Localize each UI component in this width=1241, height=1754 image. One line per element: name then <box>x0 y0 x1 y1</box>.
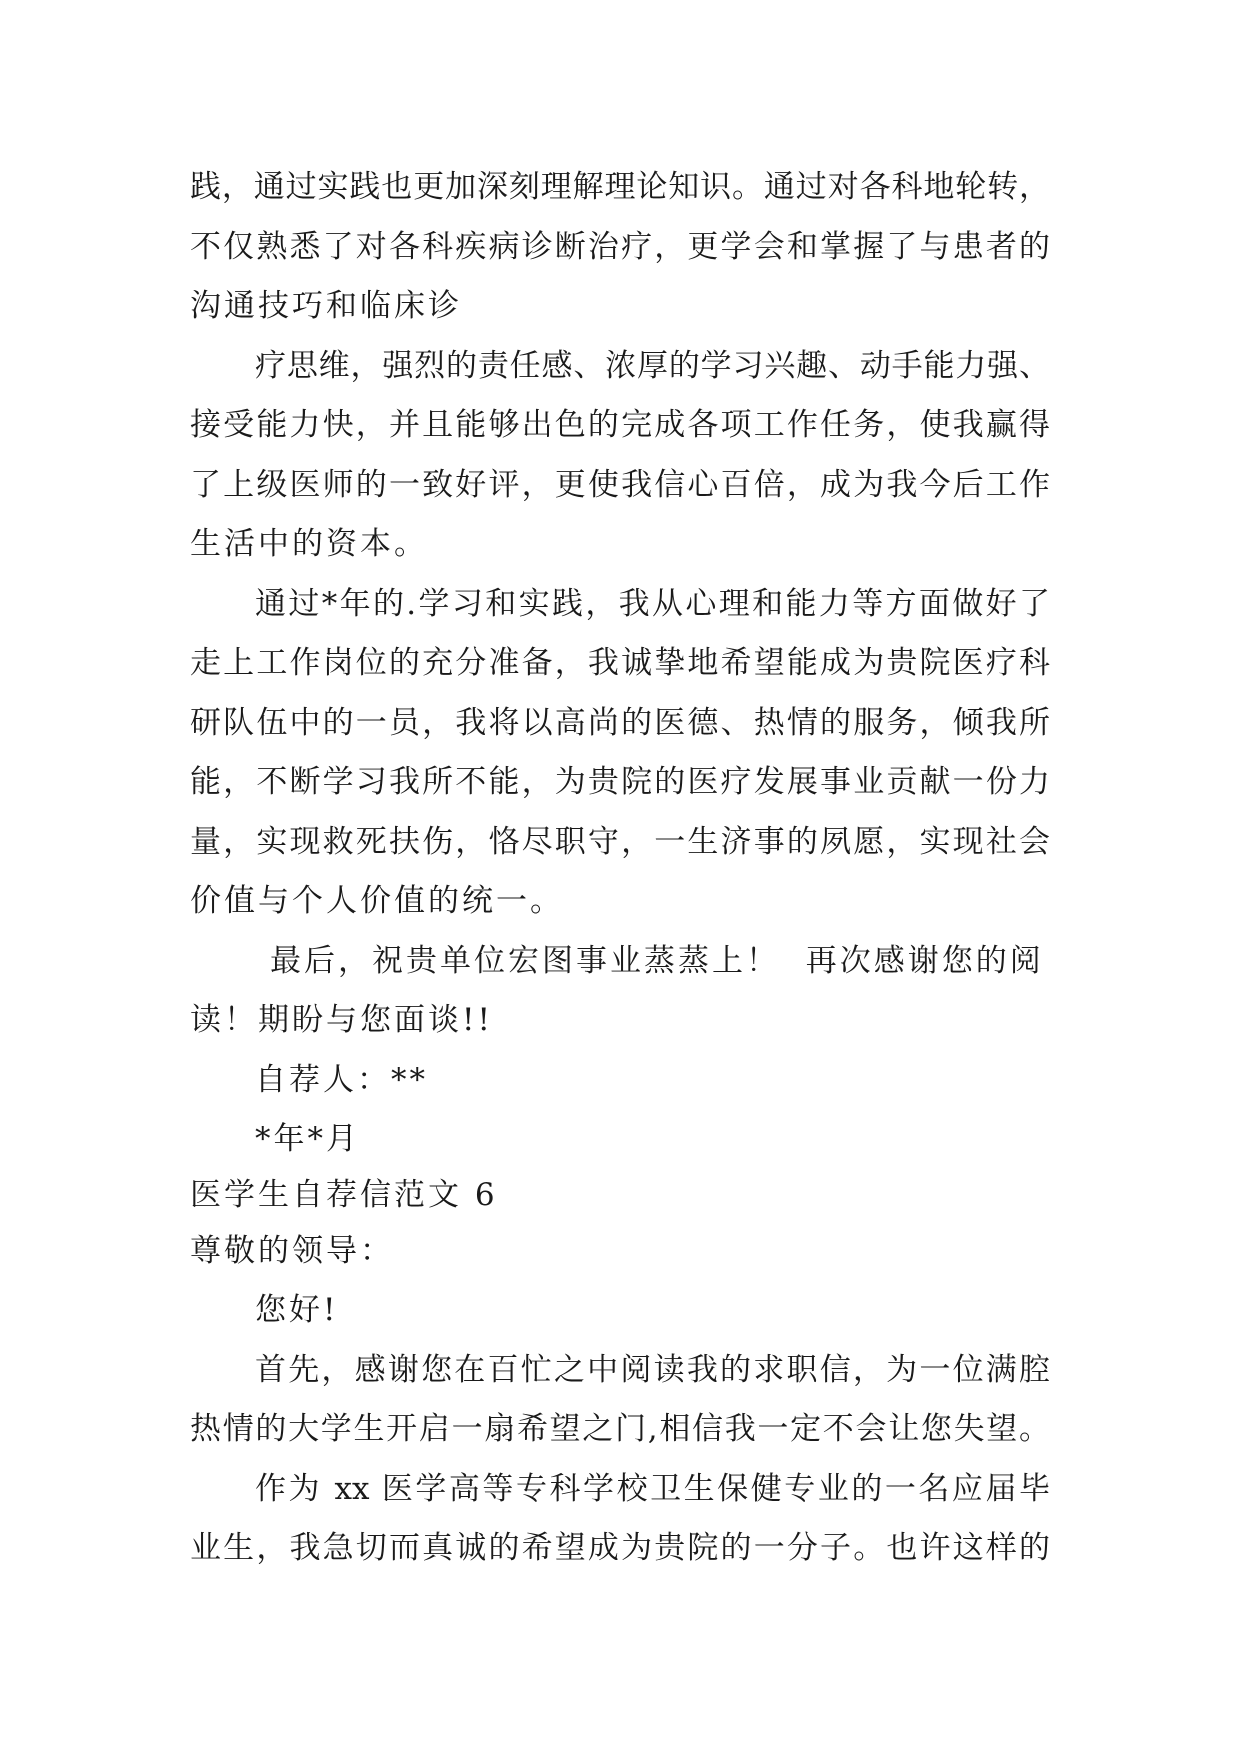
text-line: 生活中的资本。 <box>190 526 428 562</box>
closing-line: 最后，祝贵单位宏图事业蒸蒸上！ 再次感谢您的阅 <box>270 943 1044 979</box>
text-line: 业生，我急切而真诚的希望成为贵院的一分子。也许这样的 <box>190 1530 1050 1566</box>
text-line: 沟通技巧和临床诊 <box>190 288 462 324</box>
section-title: 医学生自荐信范文 6 <box>190 1177 498 1213</box>
text-line: 量，实现救死扶伤，恪尽职守，一生济事的夙愿，实现社会 <box>190 824 1050 860</box>
text-line: 走上工作岗位的充分准备，我诚挚地希望能成为贵院医疗科 <box>190 645 1050 681</box>
text-line: 价值与个人价值的统一。 <box>190 883 564 919</box>
signature-line: 自荐人：** <box>255 1062 428 1098</box>
greeting: 您好! <box>255 1292 339 1328</box>
paragraph-start-line: 通过*年的.学习和实践，我从心理和能力等方面做好了 <box>255 586 1050 622</box>
text-line: 热情的大学生开启一扇希望之门,相信我一定不会让您失望。 <box>190 1411 1050 1447</box>
date-line: *年*月 <box>255 1121 360 1157</box>
text-line: 了上级医师的一致好评，更使我信心百倍，成为我今后工作 <box>190 467 1050 503</box>
text-line: 研队伍中的一员，我将以高尚的医德、热情的服务，倾我所 <box>190 705 1050 741</box>
paragraph-start-line: 疗思维，强烈的责任感、浓厚的学习兴趣、动手能力强、 <box>255 348 1050 384</box>
salutation: 尊敬的领导： <box>190 1233 394 1269</box>
paragraph-start-line: 作为 xx 医学高等专科学校卫生保健专业的一名应届毕 <box>255 1471 1050 1507</box>
text-line: 不仅熟悉了对各科疾病诊断治疗，更学会和掌握了与患者的 <box>190 229 1050 265</box>
text-line: 践，通过实践也更加深刻理解理论知识。通过对各科地轮转， <box>190 169 1050 205</box>
text-line: 接受能力快，并且能够出色的完成各项工作任务，使我赢得 <box>190 407 1050 443</box>
text-line: 能，不断学习我所不能，为贵院的医疗发展事业贡献一份力 <box>190 764 1050 800</box>
text-line: 读！期盼与您面谈!! <box>190 1002 493 1038</box>
paragraph-start-line: 首先，感谢您在百忙之中阅读我的求职信，为一位满腔 <box>255 1352 1050 1388</box>
